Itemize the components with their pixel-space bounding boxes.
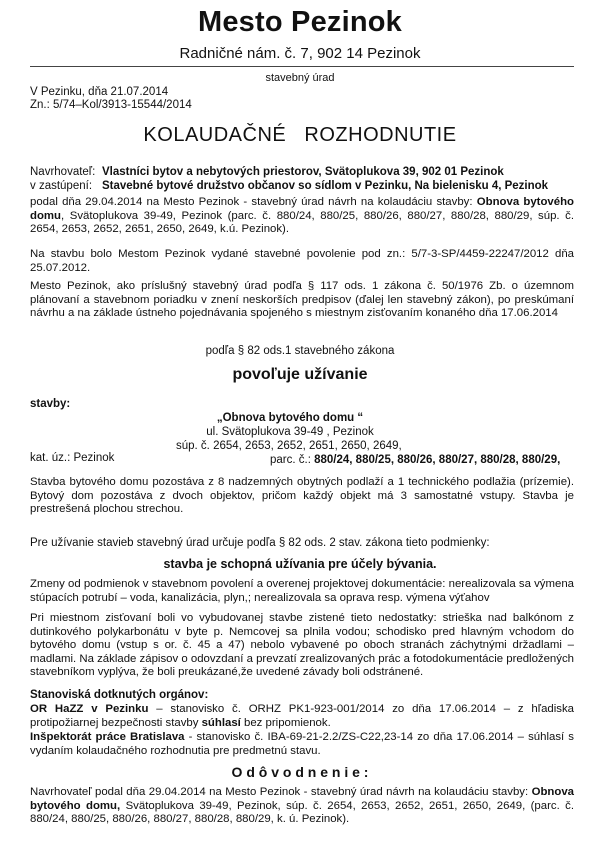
condition-statement: stavba je schopná užívania pre účely bývania. <box>163 557 437 571</box>
reference-number: Zn.: 5/74–Kol/3913-15544/2014 <box>30 99 192 111</box>
paragraph-building-description: Stavba bytového domu pozostáva z 8 nadzemných obytných podlaží a 1 technického podlažia (prízemie). Bytový dom pozostáva z dvoch objektov, pričom každý objekt má 3 samostatné vstupy. Stavba je prestrešená plochou strechou. <box>30 476 574 515</box>
place-date: V Pezinku, dňa 21.07.2014 <box>30 86 169 98</box>
parcel-numbers <box>270 454 560 467</box>
p8-text-a: Navrhovateľ podal dňa 29.04.2014 na Mesto Pezinok - stavebný úrad návrh na kolaudáciu stavby: <box>30 786 532 798</box>
paragraph-conditions-intro: Pre užívanie stavieb stavebný úrad určuje podľa § 82 ods. 2 stav. zákona tieto podmienky: <box>30 537 490 549</box>
parcel-value: 880/24, 880/25, 880/26, 880/27, 880/28, 880/29, <box>314 454 561 466</box>
p8-building-name: Obnova bytového domu, <box>30 786 574 812</box>
law-reference: podľa § 82 ods.1 stavebného zákona <box>205 345 395 357</box>
applicant-label: Navrhovateľ: <box>30 166 96 178</box>
building-sup-numbers: súp. č. 2654, 2653, 2652, 2651, 2650, 2649, <box>176 440 402 452</box>
applicant-value: Vlastníci bytov a nebytových priestorov, Svätoplukova 39, 902 01 Pezinok <box>102 166 504 178</box>
organ-labour-inspectorate <box>30 731 574 758</box>
p8-text-c: Svätoplukova 39-49, Pezinok, súp. č. 2654, 2653, 2652, 2651, 2650, 2649, (parc. č. 880/24, 880/25, 880/26, 880/27, 880/28, 880/29, k. ú. Pezinok). <box>30 799 574 825</box>
ip-name: Inšpektorát práce Bratislava <box>30 731 185 743</box>
city-title: Mesto Pezinok <box>197 6 403 38</box>
office-name: stavebný úrad <box>265 72 335 84</box>
p1-text-c: , Svätoplukova 39-49, Pezinok (parc. č. 880/24, 880/25, 880/26, 880/27, 880/28, 880/29, súp. č. 2654, 2653, 2652, 2651, 2650, 2649, k.ú. Pezinok). <box>30 209 574 235</box>
permit-statement: povoľuje užívanie <box>232 366 368 383</box>
paragraph-reasoning <box>30 786 574 827</box>
city-address: Radničné nám. č. 7, 902 14 Pezinok <box>179 45 421 62</box>
building-label: stavby: <box>30 398 71 410</box>
hazz-agree: súhlasí <box>201 716 241 729</box>
hazz-text-end: bez pripomienok. <box>240 716 331 729</box>
building-name: „Obnova bytového domu “ <box>216 412 364 424</box>
hazz-text: – stanovisko č. ORHZ PK1-923-001/2014 zo dňa 17.06.2014 – z hľadiska protipožiarnej bezpečnosti stavby <box>30 703 574 729</box>
reasoning-title: O d ô v o d n e n i e : <box>231 764 369 780</box>
ip-text: - stanovisko č. IBA-69-21-2.2/ZS-C22,23-14 zo dňa 17.06.2014 – súhlasí s vydaním kolaudačného rozhodnutia pre predmetnú stavu. <box>30 731 574 757</box>
paragraph-authority: Mesto Pezinok, ako príslušný stavebný úrad podľa § 117 ods. 1 zákona č. 50/1976 Zb. o územnom plánovaní a stavebnom poriadku v znení neskorších predpisov (ďalej len stavebný zákon), po preskúmaní návrhu a na základe ústneho pojednávania spojeného s miestnym zisťovaním konaného dňa 17.06.2014 <box>30 280 574 319</box>
cadastral-area: kat. úz.: Pezinok <box>30 452 115 464</box>
parcel-label: parc. č.: <box>270 454 315 466</box>
header-divider <box>30 66 574 67</box>
p1-text-a: podal dňa 29.04.2014 na Mesto Pezinok - stavebný úrad návrh na kolaudáciu stavby: <box>30 196 477 208</box>
p1-building-name: Obnova bytového domu <box>30 196 574 222</box>
hazz-name: OR HaZZ v Pezinku <box>30 703 149 715</box>
paragraph-deficiencies: Pri miestnom zisťovaní boli vo vybudovanej stavbe zistené tieto nedostatky: strieška nad balkónom z dutinkového polykarbonátu v byte p. Nemcovej sa plnila vodou; schodisko pred hlavným vchodom do bytového domu (vstup s or. č. 45 a 47) nebolo vybavené po oboch stranách záchytnými držadlami – madlami. Na základe zápisov o odovzdaní a prevzatí zrealizovaných prác a fotodokumentácie predložených stavebníkom vyplýva, že boli preukázané,že uvedené závady boli odstránené. <box>30 612 574 678</box>
representative-value: Stavebné bytové družstvo občanov so sídlom v Pezinku, Na bielenisku 4, Pezinok <box>102 180 549 192</box>
organ-hazz <box>30 703 574 730</box>
building-street: ul. Svätoplukova 39-49 , Pezinok <box>206 426 374 438</box>
paragraph-application <box>30 196 574 237</box>
organs-heading: Stanoviská dotknutých orgánov: <box>30 689 209 701</box>
representative-label: v zastúpení: <box>30 180 93 192</box>
decision-title: KOLAUDAČNÉ ROZHODNUTIE <box>143 124 457 146</box>
paragraph-changes: Zmeny od podmienok v stavebnom povolení a overenej projektovej dokumentácie: nerealizovala sa výmena stúpacích potrubí – voda, kanalizácia, plyn,; nerealizovala sa oprava resp. výmena výťahov <box>30 578 574 604</box>
paragraph-building-permit: Na stavbu bolo Mestom Pezinok vydané stavebné povolenie pod zn.: 5/7-3-SP/4459-22247/2012 dňa 25.07.2012. <box>30 248 574 274</box>
